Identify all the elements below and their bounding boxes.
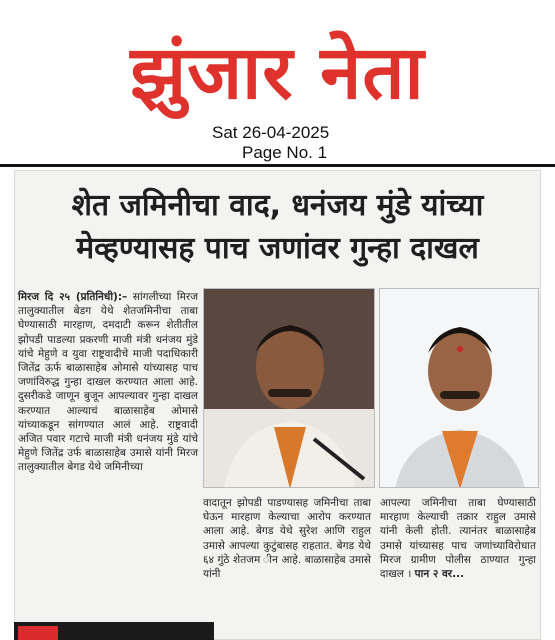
masthead	[0, 0, 555, 168]
article-headline	[20, 184, 535, 270]
continued-on-page-2-link[interactable]: पान २ वर...	[414, 568, 465, 581]
article-column-2: वादातून झोपडी पाडण्यासह जमिनीचा ताबा घेऊन मारहाण केल्याचा आरोप करण्यात आला आहे. बेगड येथे सुरेश आणि राहुल उमासे आपल्या कुटुंबासह राहतात. बेगड येथे ६४ गुंठे शेतजम ीन आहे. बाळासाहेब उमासे यांनी	[203, 497, 371, 581]
column-1-text: सांगलीच्या मिरज तालुक्यातील बेडग येथे शेतजमिनीचा ताबा घेण्यासाठी मारहाण, दमदाटी करून शेतीतील झोपडी पाडल्या प्रकरणी माजी मंत्री धनंजय मुंडे यांचे मेहुणे व युवा राष्ट्रवादीचे माजी पदाधिकारी जितेंद्र ऊर्फ बाळासाहेब ओमासे यांच्यासह पाच जणांविरुद्ध गुन्हा दाखल करण्यात आला आहे. दुसरीकडे जाणून बुजून आपल्यावर गुन्हा दाखल करण्यात आल्याचं बाळासाहेब ओमासे यांच्याकडून सांगण्यात आलं आहे. राष्ट्रवादी अजित पवार गटाचे माजी मंत्री धनंजय मुंडे यांचे मेहुणे जितेंद्र उर्फ बाळासाहेब उमासे यांनी मिरज तालुक्यातील बेगड येथे जमिनीच्या	[18, 291, 198, 474]
newspaper-logo: झुंजार नेता	[130, 30, 425, 116]
page-number: Page No. 1	[242, 143, 328, 162]
bottom-advertisement-strip	[14, 622, 214, 640]
photo-dhananjay-munde	[203, 288, 375, 488]
photo-balasaheb-omase	[379, 288, 539, 488]
portrait-1-graphic	[204, 289, 375, 488]
article-dateline: मिरज दि २५ (प्रतिनिधी):–	[18, 291, 128, 303]
article-column-3	[380, 496, 536, 581]
headline-line-1: शेत जमिनीचा वाद, धनंजय मुंडे यांच्या	[71, 188, 484, 223]
headline-line-2: मेव्हण्यासह पाच जणांवर गुन्हा दाखल	[76, 231, 479, 266]
portrait-2-graphic	[380, 289, 539, 488]
issue-date: Sat 26-04-2025	[212, 123, 330, 142]
column-3-text: आपल्या जमिनीचा ताबा घेण्यासाठी मारहाण केल्याची तक्रार राहुल उमासे यांनी केली होती. त्यानंतर बाळासाहेब उमासे यांच्यासह पाच जणांच्याविरोधात मिरज ग्रामीण पोलीस ठाण्यात गुन्हा दाखल ।	[380, 497, 536, 581]
ad-red-block	[18, 626, 58, 640]
article-column-1	[18, 290, 198, 475]
masthead-divider	[0, 164, 555, 167]
